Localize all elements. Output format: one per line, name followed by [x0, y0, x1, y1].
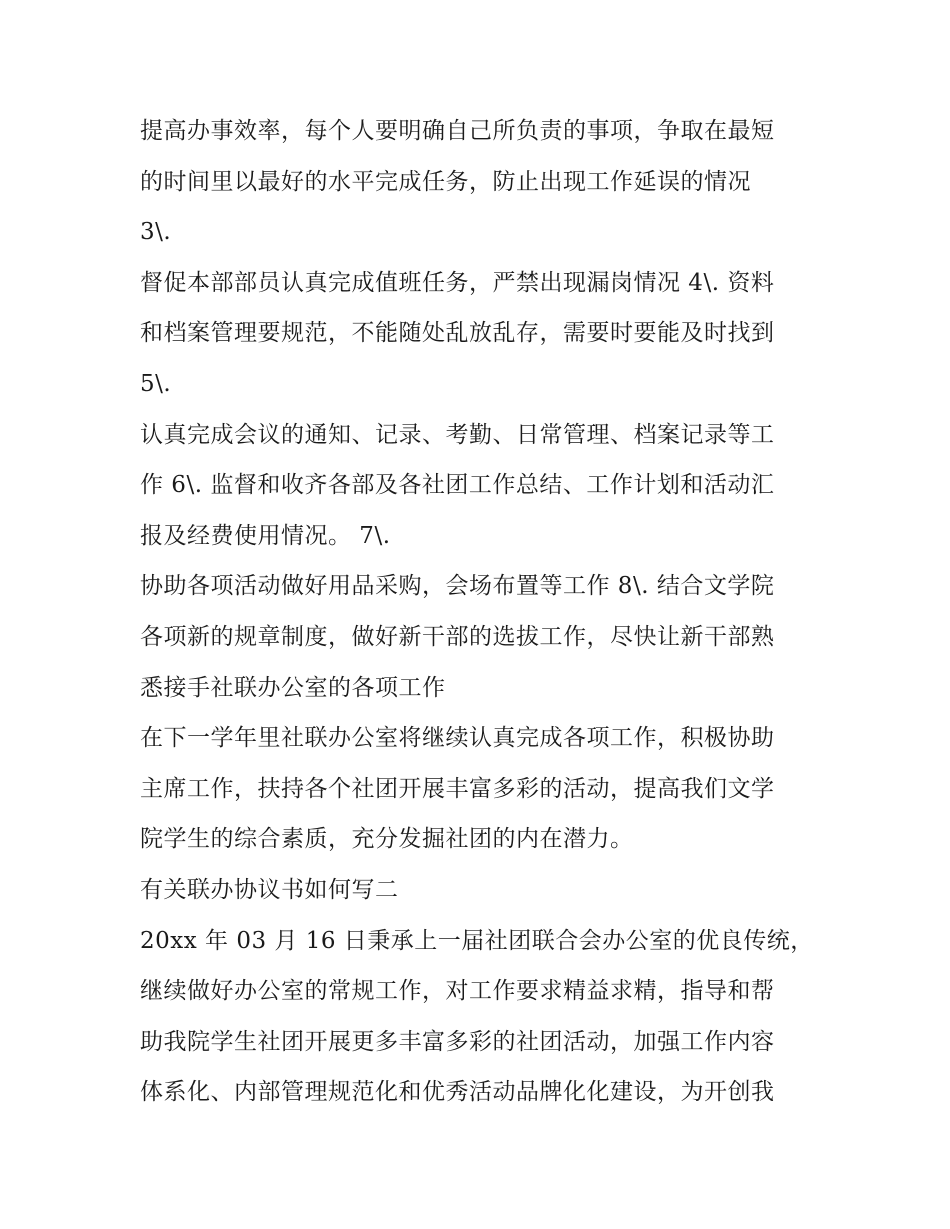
- text-line: 督促本部部员认真完成值班任务，严禁出现漏岗情况 4\. 资料: [140, 269, 775, 296]
- text-line: 报及经费使用情况。 7\.: [140, 522, 391, 549]
- text-line: 助我院学生社团开展更多丰富多彩的社团活动，加强工作内容: [140, 1028, 775, 1055]
- text-line: 5\.: [140, 370, 172, 397]
- text-line: 和档案管理要规范，不能随处乱放乱存，需要时要能及时找到: [140, 320, 775, 347]
- text-line: 20xx 年 03 月 16 日秉承上一届社团联合会办公室的优良传统，: [140, 927, 814, 954]
- text-line: 悉接手社联办公室的各项工作: [140, 674, 446, 701]
- text-line: 主席工作，扶持各个社团开展丰富多彩的活动，提高我们文学: [140, 775, 775, 802]
- section-heading: 有关联办协议书如何写二: [140, 876, 399, 903]
- text-line: 继续做好办公室的常规工作，对工作要求精益求精，指导和帮: [140, 978, 775, 1005]
- text-line: 协助各项活动做好用品采购，会场布置等工作 8\. 结合文学院: [140, 573, 775, 600]
- text-line: 的时间里以最好的水平完成任务，防止出现工作延误的情况: [140, 168, 751, 195]
- text-line: 各项新的规章制度，做好新干部的选拔工作，尽快让新干部熟: [140, 623, 775, 650]
- text-line: 认真完成会议的通知、记录、考勤、日常管理、档案记录等工: [140, 421, 775, 448]
- document-body: [140, 106, 830, 1118]
- text-line: 作 6\. 监督和收齐各部及各社团工作总结、工作计划和活动汇: [140, 472, 775, 499]
- text-line: 体系化、内部管理规范化和优秀活动品牌化化建设，为开创我: [140, 1079, 775, 1106]
- text-line: 院学生的综合素质，充分发掘社团的内在潜力。: [140, 826, 634, 853]
- text-line: 在下一学年里社联办公室将继续认真完成各项工作，积极协助: [140, 725, 775, 752]
- text-line: 3\.: [140, 219, 172, 246]
- text-line: 提高办事效率，每个人要明确自己所负责的事项，争取在最短: [140, 118, 775, 144]
